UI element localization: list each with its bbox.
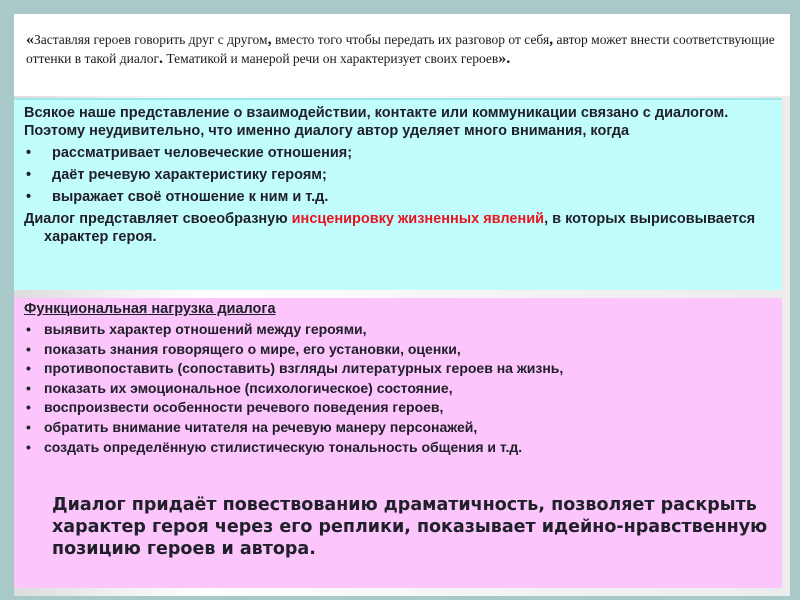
dialogue-overview-content bbox=[24, 104, 774, 246]
bullet-icon: • bbox=[26, 438, 31, 455]
overview-intro-paragraph: Всякое наше представление о взаимодействии, контакте или коммуникации связано с диалогом. Поэтому неудивительно, что именно диалогу автор уделяет много внимания, когда bbox=[24, 105, 729, 139]
bullet-icon: • bbox=[26, 399, 31, 416]
highlighted-phrase: инсценировку жизненных явлений bbox=[291, 211, 545, 227]
conclusion-paragraph: Диалог придаёт повествованию драматичность, позволяет раскрыть характер героя через его реплики, показывает идейно-нравственную позицию героев и автора. bbox=[52, 495, 768, 559]
list-item: • рассматривает человеческие отношения; bbox=[26, 145, 353, 161]
bullet-icon: • bbox=[26, 360, 31, 377]
bullet-icon: • bbox=[26, 189, 32, 205]
functions-title: Функциональная нагрузка диалога bbox=[24, 301, 276, 317]
list-item: • выявить характер отношений между героями, bbox=[24, 320, 779, 340]
intro-quote: «Заставляя героев говорить друг с другом, вместо того чтобы передать их разговор от себя, автор может внести соответствующие оттенки в такой диалог. Тематикой и манерой речи он характеризует своих героев». bbox=[26, 31, 775, 67]
list-item: • показать их эмоциональное (психологическое) состояние, bbox=[24, 379, 779, 399]
overview-outro-paragraph: Диалог представляет своеобразную инсценировку жизненных явлений, в которых вырисовывается характер героя. bbox=[24, 211, 756, 245]
list-item: • обратить внимание читателя на речевую манеру персонажей, bbox=[24, 418, 779, 438]
bullet-icon: • bbox=[26, 145, 32, 161]
list-item: • показать знания говорящего о мире, его установки, оценки, bbox=[24, 340, 779, 360]
dialogue-functions-content bbox=[24, 300, 779, 457]
bullet-icon: • bbox=[26, 379, 31, 396]
bullet-icon: • bbox=[26, 167, 32, 183]
functions-bullet-list bbox=[24, 320, 779, 457]
bullet-icon: • bbox=[26, 321, 31, 337]
bullet-icon: • bbox=[26, 418, 31, 435]
dialogue-overview-box bbox=[14, 98, 782, 290]
overview-bullet-list bbox=[24, 144, 774, 206]
bullet-icon: • bbox=[26, 340, 31, 357]
list-item: • воспроизвести особенности речевого поведения героев, bbox=[24, 398, 779, 418]
list-item: • противопоставить (сопоставить) взгляды литературных героев на жизнь, bbox=[24, 359, 779, 379]
list-item: • выражает своё отношение к ним и т.д. bbox=[26, 189, 329, 205]
list-item: • создать определённую стилистическую тональность общения и т.д. bbox=[24, 438, 779, 458]
list-item: • даёт речевую характеристику героям; bbox=[26, 167, 327, 183]
